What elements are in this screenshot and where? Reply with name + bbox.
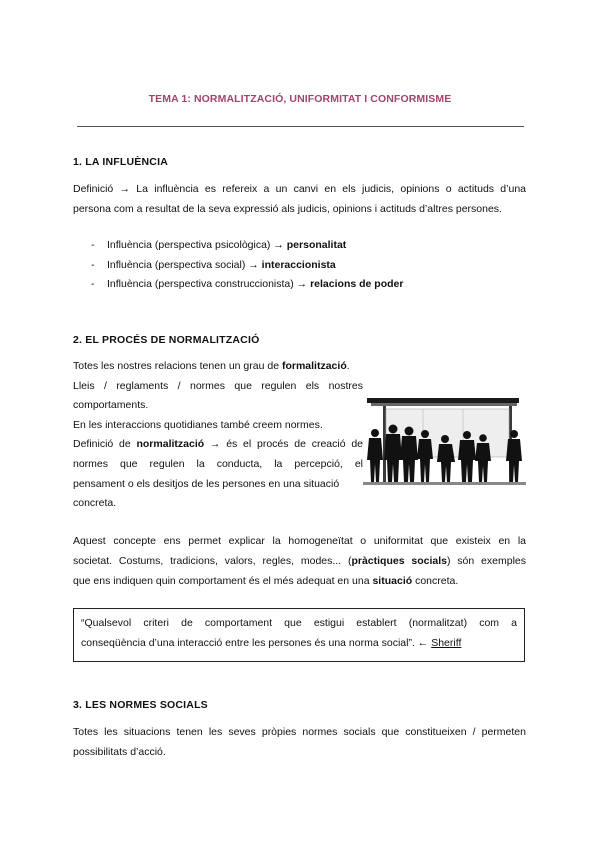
intro-line: Definició de normalització → és el procés de creació de [73, 438, 364, 451]
section-2-intro [73, 357, 363, 514]
intro-line: concreta. [73, 497, 117, 510]
section-3-paragraph [73, 722, 526, 762]
intro-line: En les interaccions quotidianes també creem normes. [73, 418, 323, 431]
section-1-heading: 1. LA INFLUÈNCIA [73, 156, 168, 168]
document-title: TEMA 1: NORMALITZACIÓ, UNIFORMITAT I CONFORMISME [148, 93, 452, 105]
bullet-emphasis: interaccionista [261, 259, 336, 271]
bullet-item: - Influència (perspectiva construccionista) → relacions de poder [91, 278, 404, 290]
intro-line: pensament o els desitjos de les persones en una situació [73, 477, 340, 490]
section-3-heading: 3. LES NORMES SOCIALS [73, 699, 208, 711]
definition-line-1: Definició → La influència es refereix a un canvi en els judicis, opinions o actituds d’una [73, 183, 526, 195]
paragraph-line: possibilitats d’acció. [73, 746, 166, 758]
quote-box [73, 608, 525, 662]
quote-author: Sheriff [431, 637, 462, 649]
section-1-definition [73, 179, 526, 219]
bullet-text: Influència (perspectiva construccionista) → [107, 278, 311, 290]
intro-line: normes que regulen la conducta, la percepció, el [73, 457, 363, 470]
bullet-item: - Influència (perspectiva social) → interaccionista [91, 259, 336, 271]
bullet-text: Influència (perspectiva social) → [107, 259, 262, 271]
paragraph-line: Totes les situacions tenen les seves pròpies normes socials que constitueixen / permeten [73, 726, 526, 738]
bullet-emphasis: personalitat [286, 239, 347, 251]
quote-line: conseqüència d’una interacció entre les persones és una norma social”. ← Sheriff [81, 637, 462, 649]
bullet-text: Influència (perspectiva psicològica) → [107, 239, 287, 251]
title-divider [77, 126, 524, 127]
paragraph-line: societat. Costums, tradicions, valors, regles, modes... (pràctiques socials) són exemples [73, 555, 526, 567]
bullet-item: - Influència (perspectiva psicològica) → personalitat [91, 239, 347, 251]
bus-stop-silhouette-image [363, 391, 526, 485]
intro-line: Totes les nostres relacions tenen un grau de formalització. [73, 360, 350, 372]
section-2-heading: 2. EL PROCÉS DE NORMALITZACIÓ [73, 334, 260, 346]
paragraph-line: Aquest concepte ens permet explicar la homogeneïtat o uniformitat que existeix en la [73, 535, 526, 547]
paragraph-line: que ens indiquen quin comportament és el més adequat en una situació concreta. [73, 575, 459, 587]
intro-line: Lleis / reglaments / normes que regulen els nostres [73, 379, 363, 392]
quote-line: “Qualsevol criteri de comportament que estigui establert (normalitzat) com a [81, 617, 517, 629]
section-2-paragraph [73, 531, 526, 591]
intro-line: comportaments. [73, 399, 149, 412]
definition-line-2: persona com a resultat de la seva expressió als judicis, opinions i actituds d’altres persones. [73, 203, 502, 215]
bullet-emphasis: relacions de poder [310, 278, 404, 290]
